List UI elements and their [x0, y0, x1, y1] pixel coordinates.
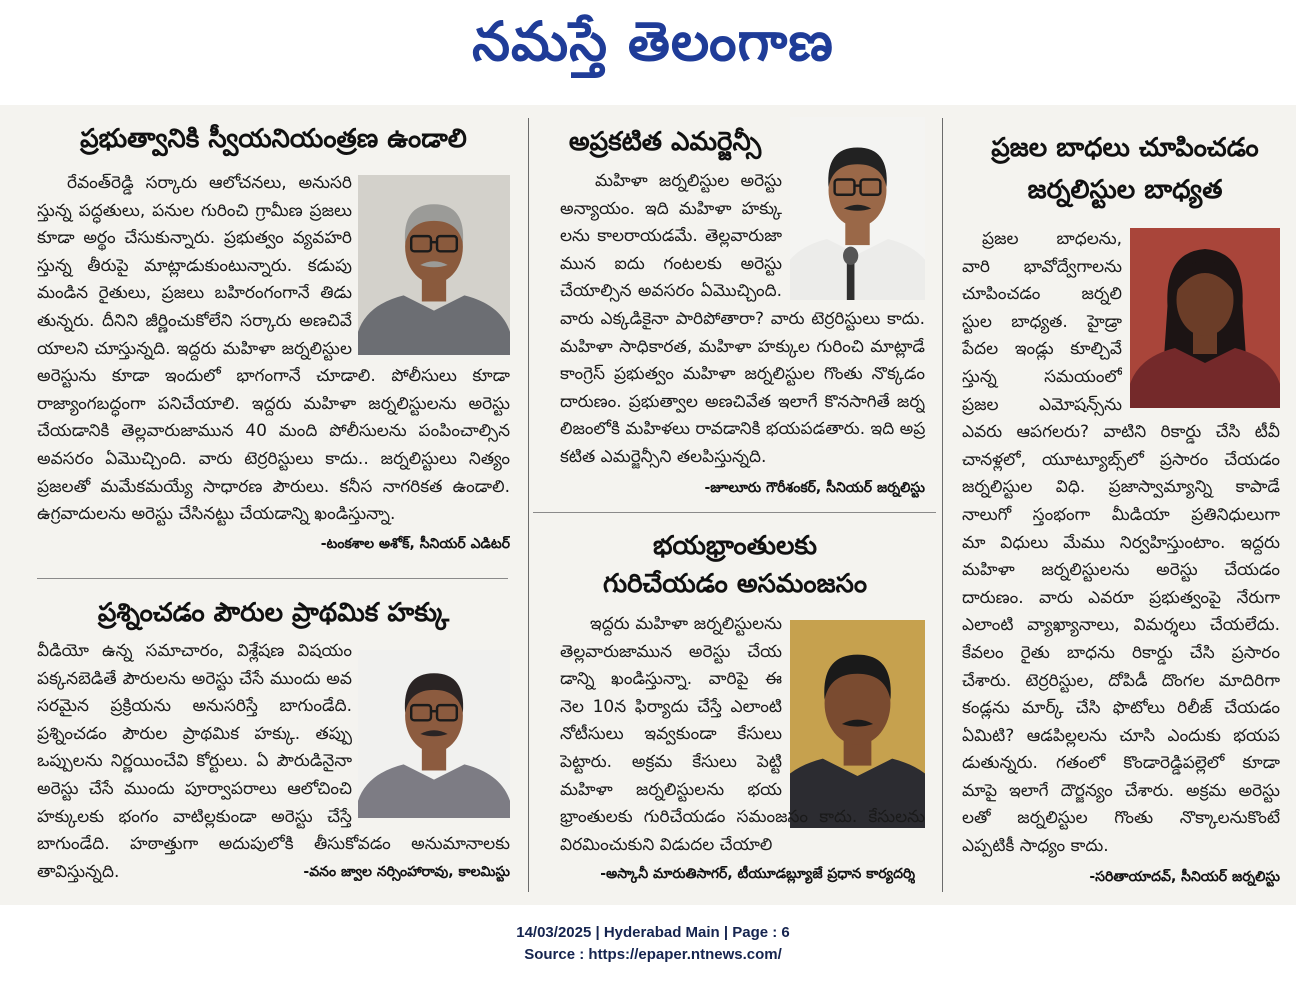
body-line: అన్యాయం. ఇది మహిళా హక్కు	[560, 198, 782, 219]
body-line: స్తున్న సమయంలో	[962, 366, 1122, 387]
body-line: కండ్లను మార్క్ చేసి ఫొటోలు రిలీజ్ చేయడం	[962, 698, 1280, 719]
body-line: విరమించుకుని విడుదల చేయాలి	[560, 834, 773, 855]
article-byline: -అస్కానీ మారుతిసాగర్, టీయూడబ్ల్యూజే ప్రధాన కార్యదర్శి	[600, 866, 915, 882]
body-line: వారి భావోద్వేగాలను	[962, 256, 1122, 277]
column-divider	[528, 118, 529, 892]
body-line: రేవంత్‌రెడ్డి సర్కారు ఆలోచనలు, అనుసరి	[67, 173, 352, 193]
article-body	[560, 168, 925, 472]
article-body	[962, 226, 1280, 861]
body-line: ప్రజల బాధలను,	[982, 229, 1122, 249]
body-line: జర్నలిస్టుల విధి. ప్రజాస్వామ్యాన్ని కాపాడే	[962, 477, 1280, 498]
body-line: మహిళా జర్నలిస్టులను అరెస్టు చేయడం	[962, 560, 1280, 581]
body-line: చేయడానికి తెల్లవారుజామున 40 మంది పోలీసులను పంపించాల్సిన	[37, 421, 510, 442]
body-line: ఒప్పులను నిర్ణయించేవి కోర్టులు. ఏ పౌరుడినైనా	[37, 751, 352, 772]
article-byline: -టంకశాల అశోక్, సీనియర్ ఎడిటర్	[320, 536, 510, 552]
body-line: తెల్లవారుజామున అరెస్టు చేయ	[560, 641, 782, 662]
body-line: అరెస్టు చేసే ముందు పూర్వాపరాలు ఆలోచించి	[37, 778, 352, 799]
article-body	[37, 170, 510, 529]
body-line: పెట్టారు. అక్రమ కేసులు పెట్టి	[560, 751, 782, 772]
body-line: లిజంలోకి మహిళలు రావడానికి భయపడతారు. ఇది అప్ర	[560, 419, 925, 440]
body-line: ప్రజలతో మమేకమయ్యే సాధారణ పౌరులు. కనీస నాగరికత ఉండాలి.	[37, 476, 510, 497]
body-line: మహిళా సాధికారత, మహిళా హక్కుల గురించి మాట్లాడే	[560, 336, 925, 357]
body-line: ఎలాంటి వ్యాఖ్యానాలు, విమర్శలు చేయలేదు.	[962, 615, 1280, 636]
body-line: ఎప్పటికీ సాధ్యం కాదు.	[962, 836, 1109, 857]
masthead-logo: నమస్తే తెలంగాణ	[472, 10, 834, 73]
body-line: ఎవరు ఆపగలరు? వాటిని రికార్డు చేసి టీవీ	[962, 422, 1280, 443]
body-line: స్తున్న పద్ధతులు, పనుల గురించి గ్రామీణ ప్రజలు	[37, 200, 352, 221]
body-line: ప్రశ్నించడం పౌరుల ప్రాథమిక హక్కు. తప్పు	[37, 723, 352, 744]
dateline: 14/03/2025 | Hyderabad Main | Page : 6	[516, 924, 790, 941]
body-line: లను కాలరాయడమే. తెల్లవారుజా	[560, 226, 782, 247]
body-line: బాగుండేది. హఠాత్తుగా అదుపులోకి తీసుకోవడం అనుమానాలకు	[37, 834, 510, 855]
article-title: గురిచేయడం అసమంజసం	[602, 569, 868, 599]
body-line: నాలుగో స్తంభంగా మీడియా ప్రతినిధులుగా	[962, 504, 1280, 525]
body-line: తున్నరు. దీనిని జీర్ణించుకోలేని సర్కారు అణచివే	[37, 310, 352, 331]
body-line: కేవలం రైతు బాధను రికార్డు చేసి ప్రసారం	[962, 642, 1280, 663]
article-divider	[37, 578, 508, 579]
article-body	[37, 638, 510, 886]
body-line: కాంగ్రెస్ ప్రభుత్వం మహిళా జర్నలిస్టుల గొంతు నొక్కడం	[560, 364, 925, 385]
source-link[interactable]: Source : https://epaper.ntnews.com/	[524, 946, 782, 963]
body-line: డాన్ని ఖండిస్తున్నా. వారిపై ఈ	[560, 669, 782, 690]
body-line: రాజ్యాంగబద్ధంగా పనిచేయాలి. ఇద్దరు మహిళా జర్నలిస్టులను అరెస్టు	[37, 393, 510, 414]
body-line: చేశారు. టెర్రరిస్టుల, దోపిడీ దొంగల మాదిరిగా	[962, 670, 1280, 691]
body-line: మా విధులు మేము నిర్వహిస్తుంటాం. ఇద్దరు	[962, 532, 1280, 553]
body-line: హక్కులకు భంగం వాటిల్లకుండా అరెస్టు చేస్తే	[37, 806, 352, 827]
body-line: మండిన రైతులు, ప్రజలు బహిరంగంగానే తిడు	[37, 283, 352, 304]
body-line: అరెస్టును కూడా ఇందులో భాగంగానే చూడాలి. పోలీసులు కూడా	[37, 366, 510, 387]
body-line: ప్రజల ఎమోషన్స్‌ను	[962, 394, 1122, 415]
article-byline: -సరితాయాదవ్, సీనియర్ జర్నలిస్టు	[1089, 869, 1280, 885]
column-divider	[942, 118, 943, 892]
article-title: ప్రజల బాధలు చూపించడం	[991, 133, 1259, 163]
body-line: మాపై ఇలాగే దౌర్జన్యం చేశారు. అక్రమ అరెస్టు	[962, 780, 1280, 801]
body-line: యాలని చూస్తున్నది. ఇద్దరు మహిళా జర్నలిస్టుల	[37, 338, 352, 359]
body-line: తావిస్తున్నది.	[37, 861, 120, 882]
body-line: లతో జర్నలిస్టుల గొంతు నొక్కాలనుకొంటే	[962, 808, 1280, 829]
article-title: జర్నలిస్టుల బాధ్యత	[1027, 175, 1223, 205]
body-line: చూపించడం జర్నలి	[962, 284, 1122, 305]
body-line: నెల 10న ఫిర్యాదు చేస్తే ఎలాంటి	[560, 696, 782, 717]
body-line: చానళ్లలో, యూట్యూబ్స్‌లో ప్రసారం చేయడం	[962, 449, 1280, 470]
body-line: భ్రాంతులకు గురిచేయడం సమంజసం కాదు. కేసులను	[560, 807, 925, 828]
body-line: స్టుల బాధ్యత. హైడ్రా	[962, 311, 1122, 332]
body-line: వీడియో ఉన్న సమాచారం, విశ్లేషణ విషయం	[37, 641, 352, 661]
article-title: ప్రశ్నించడం పౌరుల ప్రాథమిక హక్కు	[97, 598, 450, 628]
body-line: దారుణం. వారు ఎవరూ ప్రభుత్వంపై నేరుగా	[962, 587, 1280, 608]
body-line: స్తున్న తీరుపై మాట్లాడుకుంటున్నారు. కడుపు	[37, 255, 352, 276]
body-line: మహిళా జర్నలిస్టులను భయ	[560, 779, 782, 800]
body-line: పక్కనబెడితే పౌరులను అరెస్టు చేసే ముందు అవ	[37, 668, 352, 689]
article-byline: -వనం జ్వాల నర్సింహారావు, కాలమిస్టు	[303, 863, 510, 880]
body-line: ఇద్దరు మహిళా జర్నలిస్టులను	[590, 614, 782, 634]
body-line: ఉగ్రవాదులను అరెస్టు చేసినట్టు చేయడాన్ని ఖండిస్తున్నా.	[37, 504, 396, 525]
article-divider	[533, 512, 936, 513]
body-line: మున ఐదు గంటలకు అరెస్టు	[560, 253, 782, 274]
body-line: మహిళా జర్నలిస్టుల అరెస్టు	[595, 171, 782, 191]
body-line: చేయాల్సిన అవసరం ఏమొచ్చింది.	[560, 281, 782, 302]
article-title: ప్రభుత్వానికి స్వీయనియంత్రణ ఉండాలి	[80, 124, 467, 154]
article-title: భయభ్రాంతులకు	[653, 531, 817, 561]
article-byline: -జూలూరు గౌరీశంకర్, సీనియర్ జర్నలిస్టు	[704, 480, 925, 496]
body-line: వారు ఎక్కడికైనా పారిపోతారా? వారు టెర్రరిస్టులు కాదు.	[560, 308, 925, 329]
article-body	[560, 611, 925, 859]
body-line: అవసరం ఏమొచ్చింది. వారు టెర్రరిస్టులు కాదు.. జర్నలిస్టులు నిత్యం	[37, 448, 510, 469]
body-line: సరమైన ప్రక్రియను అనుసరిస్తే బాగుండేది.	[37, 696, 352, 717]
body-line: కటిత ఎమర్జెన్సీని తలపిస్తున్నది.	[560, 446, 767, 467]
body-line: నోటీసులు ఇవ్వకుండా కేసులు	[560, 724, 782, 745]
body-line: ఏమిటి? ఆడపిల్లలను చూసి ఎందుకు భయప	[962, 725, 1280, 746]
body-line: డుతున్నరు. గతంలో కొండారెడ్డిపల్లెలో కూడా	[962, 753, 1280, 774]
body-line: కూడా అర్థం చేసుకున్నారు. ప్రభుత్వం వ్యవహరి	[37, 228, 352, 249]
body-line: దారుణం. ప్రభుత్వాల అణచివేత ఇలాగే కొనసాగితే జర్న	[560, 391, 925, 412]
article-title: అప్రకటిత ఎమర్జెన్సీ	[568, 127, 762, 157]
body-line: పేదల ఇండ్లు కూల్చివే	[962, 339, 1122, 360]
